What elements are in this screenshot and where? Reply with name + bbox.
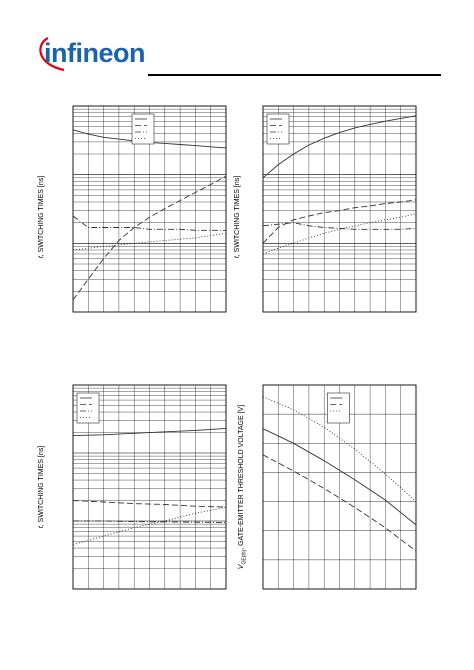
legend-box (77, 393, 99, 423)
chart-top-right-ylabel-wrap (210, 118, 270, 314)
ylabel-text: , SWITCHING TIMES [ns] (38, 445, 45, 527)
ylabel-text: , SWITCHING TIMES [ns] (234, 175, 241, 257)
ylabel-text: , SWITCHING TIMES [ns] (38, 175, 45, 257)
chart-bottom-left (73, 385, 226, 589)
chart-top-left (73, 106, 226, 312)
chart-top-left-ylabel (38, 122, 48, 312)
chart-top-left-ylabel-wrap (14, 118, 74, 314)
ylabel-symbol: t (234, 256, 241, 259)
legend-box (267, 114, 289, 144)
chart-top-right-ylabel (234, 122, 244, 312)
chart-bottom-left-ylabel-wrap (14, 388, 74, 584)
ylabel-symbol: t (38, 526, 45, 529)
header-rule (148, 74, 441, 76)
chart-bottom-right (263, 385, 416, 589)
chart-bottom-right-ylabel-wrap (210, 388, 270, 584)
ylabel-symbol: V (238, 564, 245, 570)
chart-bottom-right-ylabel (238, 362, 248, 612)
infineon-logo (34, 30, 152, 76)
chart-bottom-left-ylabel (38, 392, 48, 582)
chart-top-right (263, 106, 416, 312)
logo-text: infineon (44, 38, 145, 68)
legend-box (327, 393, 349, 423)
ylabel-subscript: GE(th) (241, 549, 248, 565)
legend-box (132, 114, 154, 144)
ylabel-symbol: t (38, 256, 45, 259)
ylabel-text: , GATE-EMITTER THRESHOLD VOLTAGE [V] (238, 404, 245, 550)
